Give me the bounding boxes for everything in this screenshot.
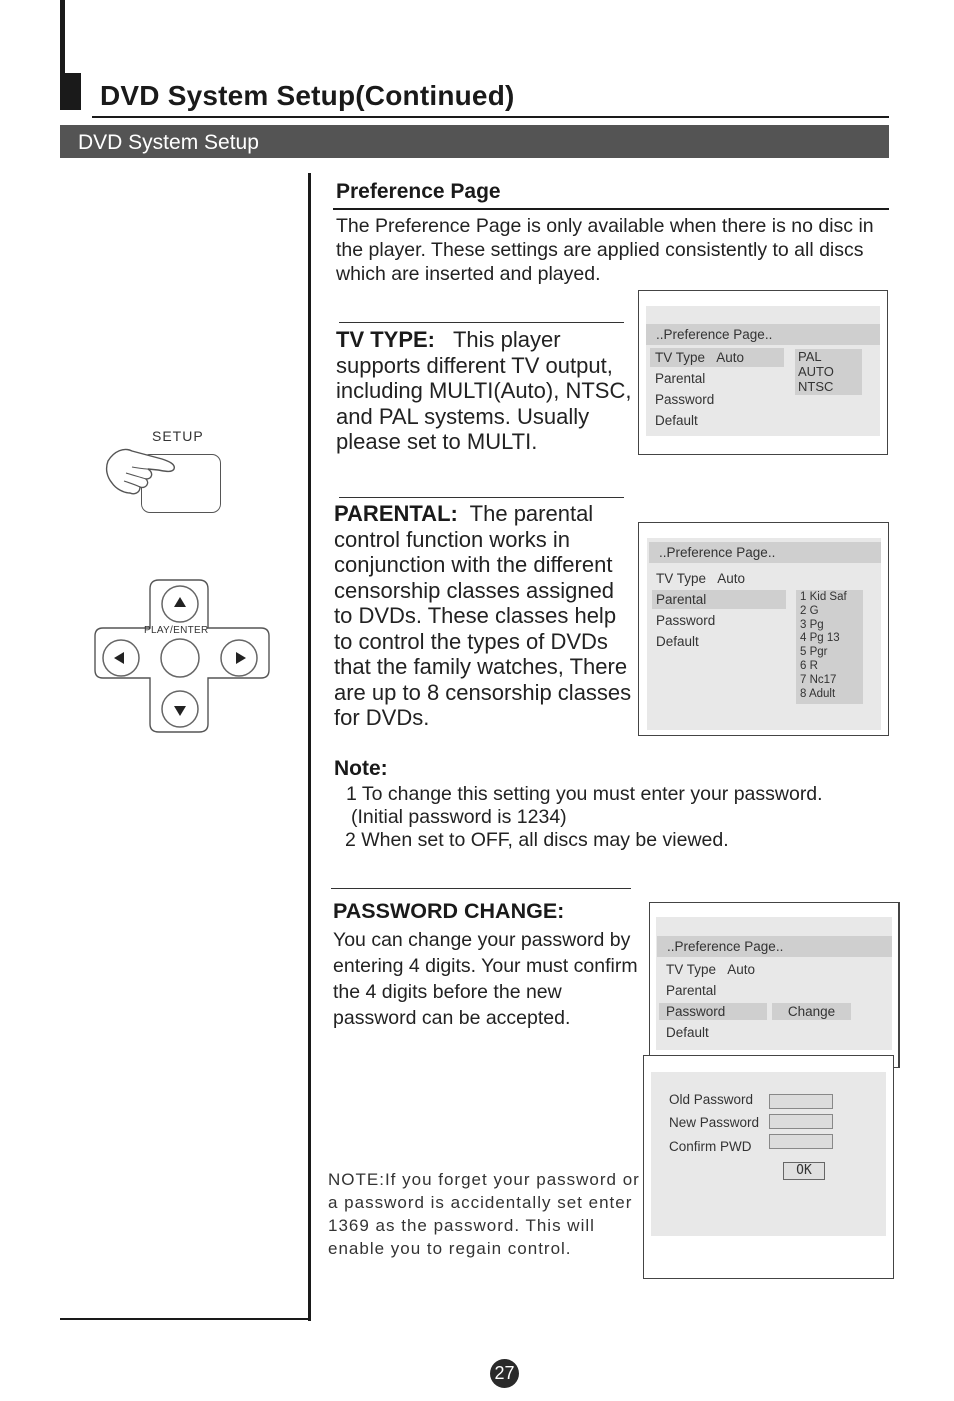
menu-item-default[interactable]: Default xyxy=(666,1025,709,1040)
tv-type-paragraph xyxy=(336,327,632,455)
password-body: You can change your password by entering 4 digits. Your must confirm the 4 digits before the new password can be accepted. xyxy=(333,929,638,1029)
parental-rule xyxy=(339,497,624,498)
menu-item-password[interactable]: Password xyxy=(659,1003,767,1020)
parental-option[interactable]: 7 Nc17 xyxy=(800,673,837,686)
password-rule xyxy=(331,888,631,889)
menu-item-default[interactable]: Default xyxy=(655,413,698,428)
dpad-buttons[interactable] xyxy=(93,578,273,734)
tv-type-body: This player supports different TV output, including MULTI(Auto), NTSC, and PAL systems. Usually please set to MULTI. xyxy=(336,327,632,454)
parental-option[interactable]: 2 G xyxy=(800,604,819,617)
parental-options[interactable] xyxy=(796,590,863,704)
note-line-1: 1 To change this setting you must enter your password. xyxy=(346,783,823,805)
parental-option[interactable]: 3 Pg xyxy=(800,618,824,631)
dpad-label: PLAY/ENTER xyxy=(144,625,209,636)
preference-rule xyxy=(333,208,889,210)
confirm-password-field[interactable] xyxy=(769,1134,833,1149)
old-password-label: Old Password xyxy=(669,1092,754,1107)
parental-option[interactable]: 5 Pgr xyxy=(800,646,828,659)
menu-screen-parental xyxy=(638,522,889,736)
menu-item-parental[interactable]: Parental xyxy=(655,371,706,386)
parental-heading: PARENTAL: xyxy=(334,501,458,526)
note-heading: Note: xyxy=(334,757,388,780)
menu-header: ..Preference Page.. xyxy=(646,324,880,345)
parental-option[interactable]: 6 R xyxy=(800,659,818,672)
menu-item-tv-type[interactable]: TV Type Auto xyxy=(666,962,756,977)
menu-header: ..Preference Page.. xyxy=(649,542,881,563)
parental-option[interactable]: 1 Kid Saf xyxy=(800,591,847,603)
menu-item-password[interactable]: Password xyxy=(655,392,715,407)
note-line-2: 2 When set to OFF, all discs may be viewed. xyxy=(345,829,729,851)
preference-intro: The Preference Page is only available when there is no disc in the player. These settings are applied consistently to all discs which are inserted and played. xyxy=(336,215,874,285)
title-rule xyxy=(92,116,889,118)
password-dialog xyxy=(643,1055,894,1279)
preference-title: Preference Page xyxy=(336,180,501,203)
column-divider xyxy=(308,173,311,1321)
tv-type-heading: TV TYPE: xyxy=(336,327,436,352)
menu-item-default[interactable]: Default xyxy=(656,634,699,649)
forgot-password-note: NOTE:If you forget your password or a password is accidentally set enter 1369 as the password. This will enable you to regain control. xyxy=(328,1170,640,1258)
menu-item-parental[interactable]: Parental xyxy=(652,590,786,609)
tv-type-options[interactable] xyxy=(795,349,862,395)
parental-option[interactable]: 4 Pg 13 xyxy=(800,632,840,645)
setup-label: SETUP xyxy=(152,428,204,444)
header-block xyxy=(60,73,81,110)
parental-body: The parental control function works in conjunction with the different censorship classes assigned to DVDs. These classes help to control the types of DVDs that the family watches, There are up to 8 censorship classes for DVDs. xyxy=(334,501,632,730)
menu-header: ..Preference Page.. xyxy=(657,936,892,957)
menu-item-tv-type[interactable]: TV Type Auto xyxy=(650,348,784,367)
password-heading: PASSWORD CHANGE: xyxy=(333,899,565,923)
change-button[interactable]: Change xyxy=(772,1003,851,1020)
page-title: DVD System Setup(Continued) xyxy=(100,80,515,111)
pointing-hand-icon xyxy=(104,443,184,503)
column-bottom-rule xyxy=(60,1318,311,1320)
option-ntsc[interactable]: NTSC xyxy=(798,379,834,394)
new-password-label: New Password xyxy=(669,1115,760,1130)
header-bar xyxy=(60,0,65,75)
note-line-1b: (Initial password is 1234) xyxy=(351,806,567,828)
tv-type-rule xyxy=(339,322,624,323)
menu-item-password[interactable]: Password xyxy=(656,613,716,628)
page-number: 27 xyxy=(490,1359,519,1388)
menu-screen-tv-type xyxy=(638,290,888,455)
menu-screen-password xyxy=(649,902,900,1068)
confirm-password-label: Confirm PWD xyxy=(669,1139,752,1154)
old-password-field[interactable] xyxy=(769,1094,833,1109)
ok-button[interactable]: OK xyxy=(783,1162,825,1180)
option-pal[interactable]: PAL xyxy=(798,349,822,364)
new-password-field[interactable] xyxy=(769,1114,833,1129)
parental-paragraph xyxy=(334,501,634,731)
option-auto[interactable]: AUTO xyxy=(798,364,834,379)
menu-item-parental[interactable]: Parental xyxy=(666,983,717,998)
menu-item-tv-type[interactable]: TV Type Auto xyxy=(656,571,746,586)
section-title: DVD System Setup xyxy=(78,131,259,154)
parental-option[interactable]: 8 Adult xyxy=(800,687,836,700)
